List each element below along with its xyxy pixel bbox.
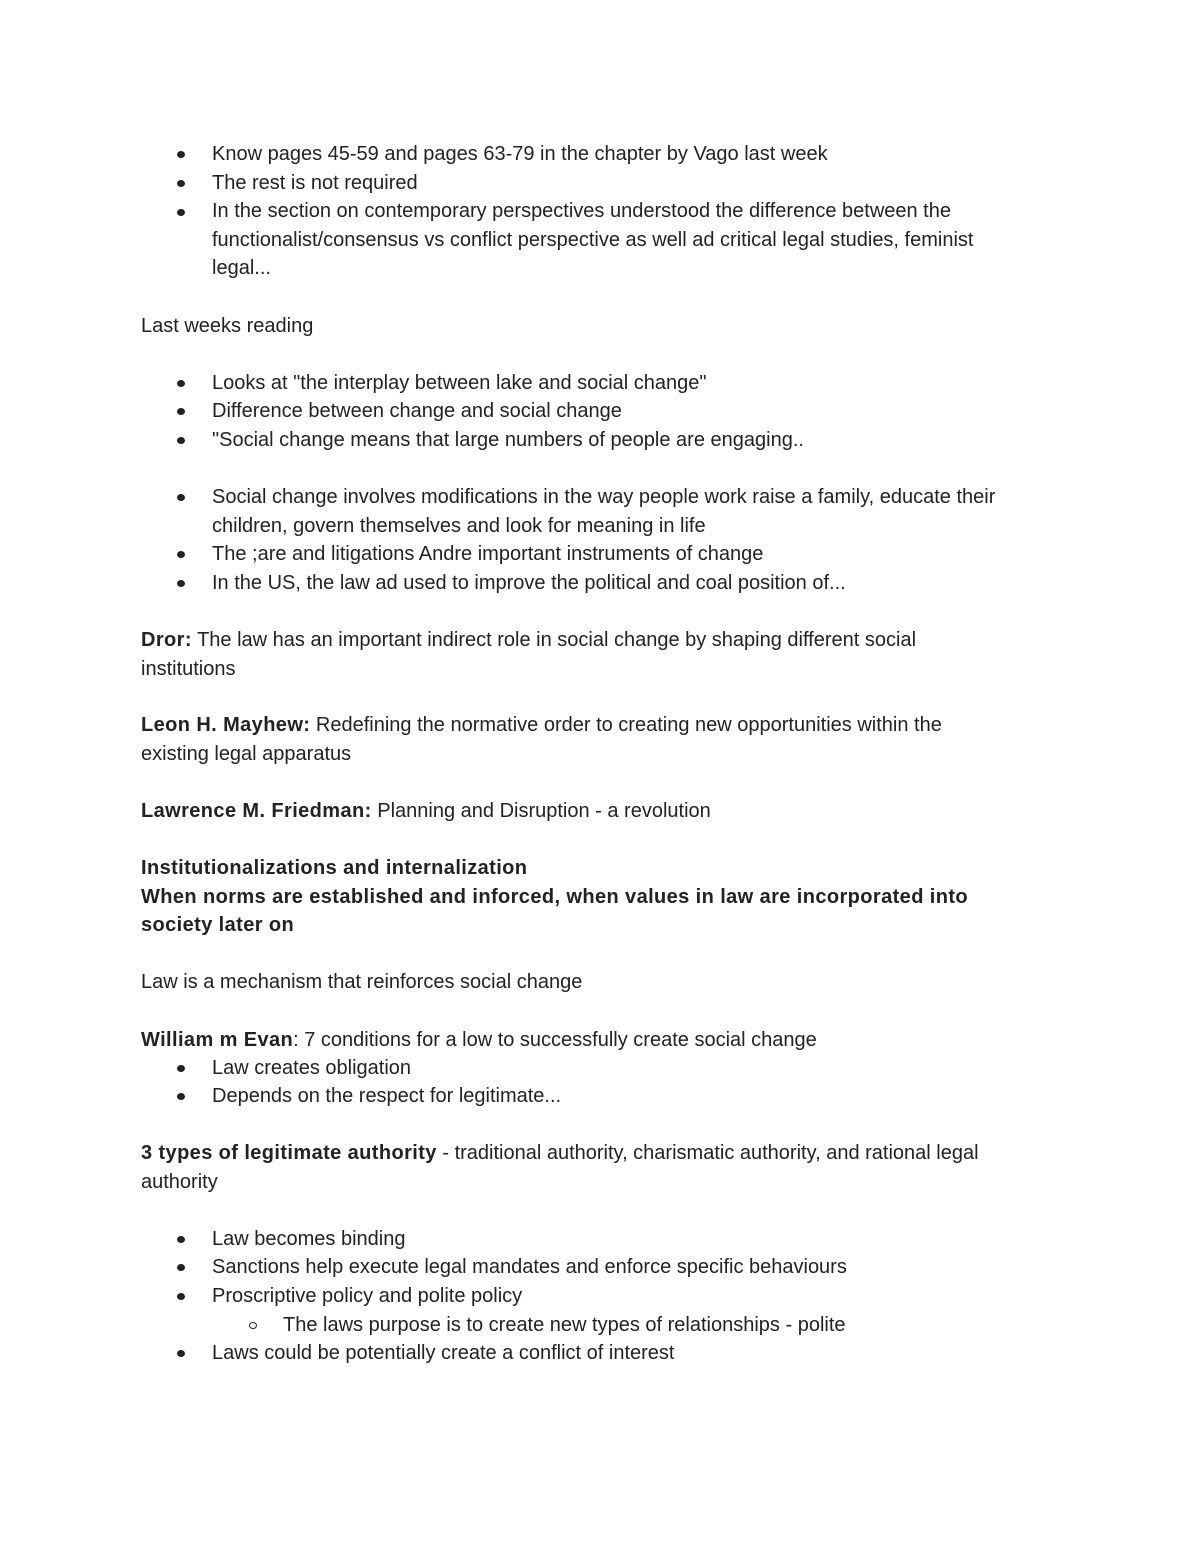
friedman-text: Planning and Disruption - a revolution — [371, 800, 711, 822]
bullet-icon — [177, 1236, 185, 1243]
mayhew-text: Redefining the normative order to creating new opportunities within the — [310, 714, 942, 736]
list-item: Law becomes binding — [212, 1228, 406, 1250]
dror-text: The law has an important indirect role in social change by shaping different social — [191, 629, 917, 651]
list-item: Law creates obligation — [212, 1057, 412, 1079]
list-item-continuation: functionalist/consensus vs conflict perspective as well ad critical legal studies, feminist — [212, 229, 974, 251]
mayhew-paragraph-continuation: existing legal apparatus — [141, 743, 352, 765]
list-item: Social change involves modifications in the way people work raise a family, educate their — [212, 486, 996, 508]
list-item: Proscriptive policy and polite policy — [212, 1285, 523, 1307]
sub-list-item: The laws purpose is to create new types of relationships - polite — [283, 1314, 846, 1336]
mayhew-name: Leon H. Mayhew: — [141, 714, 311, 736]
list-item-continuation: children, govern themselves and look for meaning in life — [212, 515, 706, 537]
bullet-icon — [177, 551, 185, 558]
list-item: In the section on contemporary perspectives understood the difference between the — [212, 200, 951, 222]
list-item: Difference between change and social change — [212, 400, 622, 422]
bullet-icon — [177, 1065, 185, 1072]
list-item: "Social change means that large numbers of people are engaging.. — [212, 429, 804, 451]
bullet-icon — [177, 408, 185, 415]
bullet-icon — [177, 1093, 185, 1100]
institutionalization-heading: Institutionalizations and internalization — [141, 857, 528, 879]
mayhew-paragraph — [141, 711, 942, 740]
bullet-icon — [177, 1293, 185, 1300]
authority-paragraph — [141, 1139, 979, 1168]
authority-text: - traditional authority, charismatic authority, and rational legal — [436, 1142, 979, 1164]
section-label: Last weeks reading — [141, 315, 314, 337]
bullet-icon — [177, 380, 185, 387]
friedman-paragraph — [141, 797, 711, 826]
evan-text: : 7 conditions for a low to successfully create social change — [293, 1029, 817, 1051]
dror-paragraph-continuation: institutions — [141, 658, 236, 680]
dror-paragraph — [141, 626, 916, 655]
list-item-continuation: legal... — [212, 257, 271, 279]
law-mechanism-text: Law is a mechanism that reinforces social change — [141, 971, 583, 993]
bullet-icon — [177, 180, 185, 187]
list-item: Looks at "the interplay between lake and social change" — [212, 372, 707, 394]
bullet-icon — [177, 494, 185, 501]
bullet-icon — [177, 580, 185, 587]
bullet-icon — [177, 1350, 185, 1357]
dror-name: Dror: — [141, 629, 192, 651]
friedman-name: Lawrence M. Friedman: — [141, 800, 372, 822]
list-item: Know pages 45-59 and pages 63-79 in the chapter by Vago last week — [212, 143, 828, 165]
list-item: Depends on the respect for legitimate... — [212, 1085, 562, 1107]
list-item: Laws could be potentially create a conflict of interest — [212, 1342, 675, 1364]
bullet-icon — [177, 1264, 185, 1271]
authority-name: 3 types of legitimate authority — [141, 1142, 437, 1164]
list-item: The ;are and litigations Andre important instruments of change — [212, 543, 764, 565]
institutionalization-line: society later on — [141, 914, 295, 936]
bullet-icon — [177, 151, 185, 158]
authority-paragraph-continuation: authority — [141, 1171, 218, 1193]
list-item: In the US, the law ad used to improve the political and coal position of... — [212, 572, 846, 594]
list-item: Sanctions help execute legal mandates and enforce specific behaviours — [212, 1256, 847, 1278]
bullet-icon — [177, 437, 185, 444]
evan-name: William m Evan — [141, 1029, 294, 1051]
evan-paragraph — [141, 1026, 817, 1055]
bullet-icon — [177, 209, 185, 216]
institutionalization-line: When norms are established and inforced, when values in law are incorporated into — [141, 886, 969, 908]
list-item: The rest is not required — [212, 172, 418, 194]
hollow-bullet-icon — [249, 1322, 257, 1329]
